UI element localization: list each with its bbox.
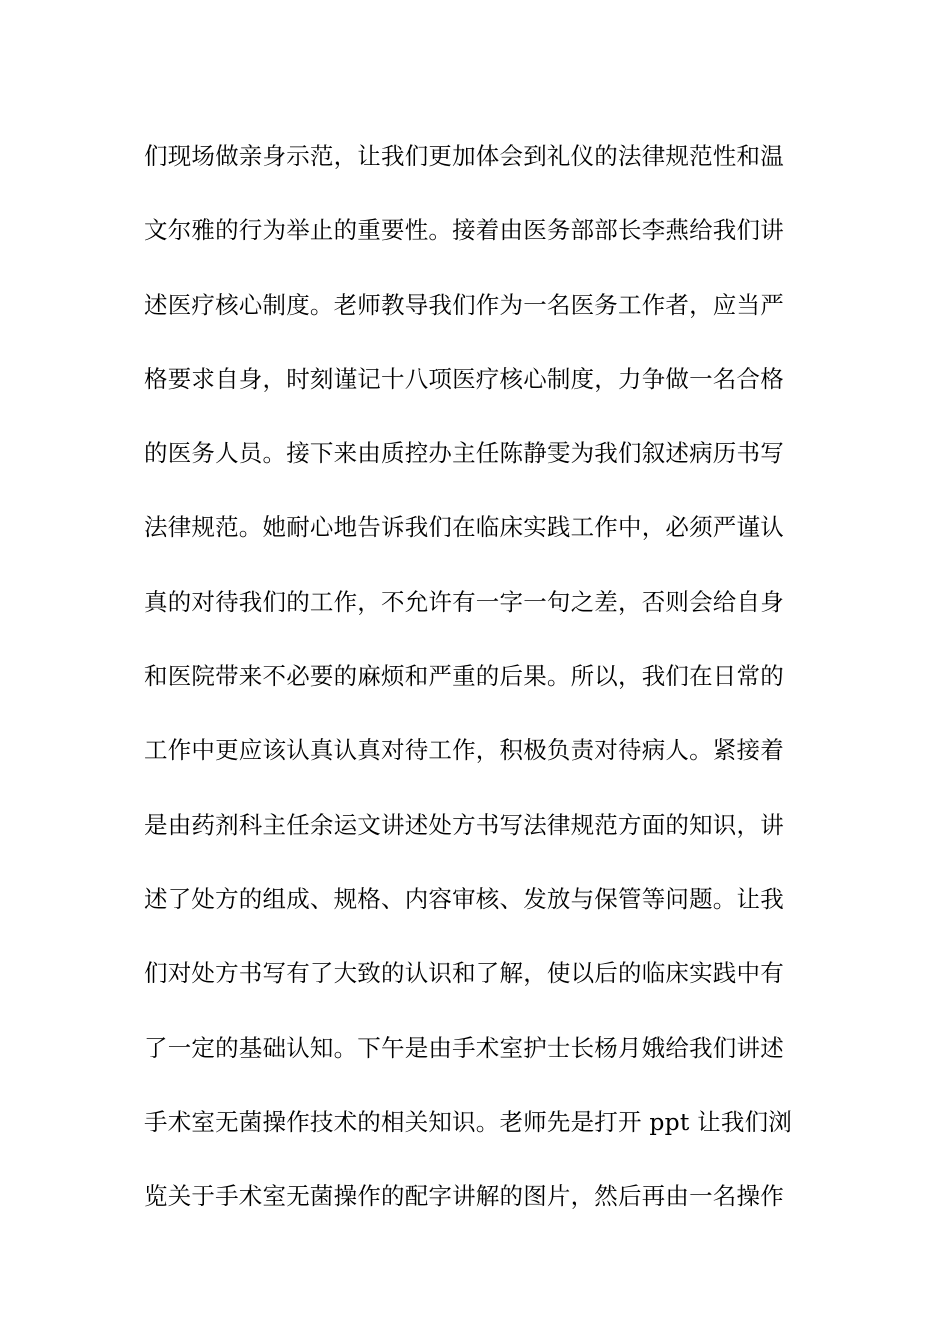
text-line: 们对处方书写有了大致的认识和了解，使以后的临床实践中有 — [144, 959, 784, 988]
text-line: 格要求自身，时刻谨记十八项医疗核心制度，力争做一名合格 — [144, 364, 784, 393]
body-text — [144, 131, 814, 1245]
text-line: 法律规范。她耐心地告诉我们在临床实践工作中，必须严谨认 — [144, 513, 784, 542]
text-line: 了一定的基础认知。下午是由手术室护士长杨月娥给我们讲述 — [144, 1033, 784, 1062]
text-line: 和医院带来不必要的麻烦和严重的后果。所以，我们在日常的 — [144, 662, 784, 691]
text-line: 文尔雅的行为举止的重要性。接着由医务部部长李燕给我们讲 — [144, 216, 784, 245]
text-line: 们现场做亲身示范，让我们更加体会到礼仪的法律规范性和温 — [144, 142, 784, 170]
text-line: 述了处方的组成、规格、内容审核、发放与保管等问题。让我 — [144, 884, 784, 913]
text-line: 的医务人员。接下来由质控办主任陈静雯为我们叙述病历书写 — [144, 439, 784, 468]
text-line: 述医疗核心制度。老师教导我们作为一名医务工作者，应当严 — [144, 290, 784, 319]
text-line: 览关于手术室无菌操作的配字讲解的图片，然后再由一名操作 — [144, 1182, 784, 1211]
text-line: 真的对待我们的工作，不允许有一字一句之差，否则会给自身 — [144, 587, 784, 616]
text-line: 是由药剂科主任余运文讲述处方书写法律规范方面的知识，讲 — [144, 810, 784, 839]
text-line: 工作中更应该认真认真对待工作，积极负责对待病人。紧接着 — [144, 736, 784, 765]
text-line: 手术室无菌操作技术的相关知识。老师先是打开 ppt 让我们浏 — [144, 1107, 792, 1136]
